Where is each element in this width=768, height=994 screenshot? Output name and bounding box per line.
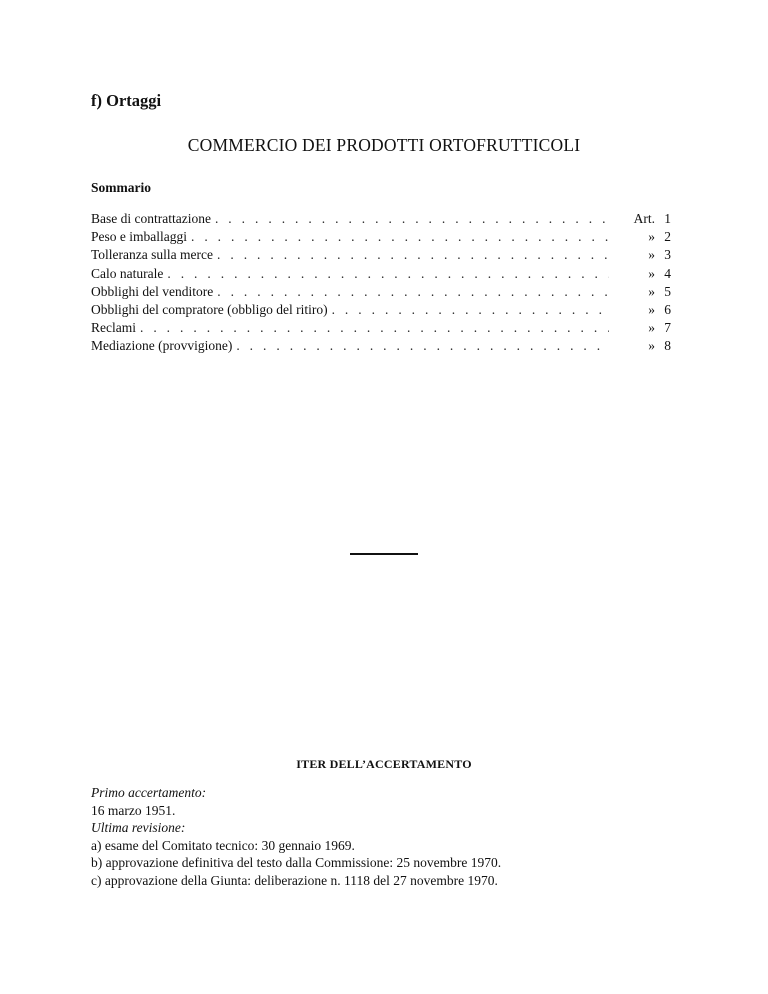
toc-entry-label: Calo naturale	[91, 265, 164, 281]
toc-dot-leader	[332, 301, 609, 319]
iter-details	[91, 784, 501, 889]
toc-entry-label: Mediazione (provvigione)	[91, 338, 233, 354]
iter-title: ITER DELL’ACCERTAMENTO	[296, 757, 472, 771]
toc-article-ref: »	[648, 301, 655, 317]
toc-article-ref: »	[648, 247, 655, 263]
toc-row	[91, 337, 671, 355]
first-assessment-date: 16 marzo 1951.	[91, 802, 176, 818]
toc-row	[91, 265, 671, 283]
revision-step: c) approvazione della Giunta: deliberazione n. 1118 del 27 novembre 1970.	[91, 872, 498, 888]
toc-article-ref: »	[648, 320, 655, 336]
revision-step: a) esame del Comitato tecnico: 30 gennaio 1969.	[91, 837, 355, 853]
toc-article-number: 3	[664, 247, 671, 263]
toc-row	[91, 283, 671, 301]
toc-row	[91, 319, 671, 337]
toc-article-number: 4	[664, 265, 671, 281]
last-revision-label: Ultima revisione:	[91, 820, 186, 835]
toc-article-number: 2	[664, 229, 671, 245]
toc-dot-leader	[215, 210, 609, 228]
toc-article-ref: »	[648, 229, 655, 245]
toc-row	[91, 246, 671, 264]
toc-entry-label: Obblighi del compratore (obbligo del ritiro)	[91, 301, 328, 317]
toc-article-number: 7	[664, 320, 671, 336]
table-of-contents	[91, 210, 671, 356]
toc-entry-label: Obblighi del venditore	[91, 283, 214, 299]
toc-row	[91, 301, 671, 319]
toc-article-number: 5	[664, 283, 671, 299]
toc-article-number: 6	[664, 301, 671, 317]
toc-row	[91, 228, 671, 246]
toc-entry-label: Base di contrattazione	[91, 211, 211, 226]
toc-dot-leader	[140, 319, 609, 337]
toc-article-ref: Art.	[633, 211, 655, 226]
toc-article-number: 8	[664, 338, 671, 354]
toc-dot-leader	[217, 246, 609, 264]
page-title: COMMERCIO DEI PRODOTTI ORTOFRUTTICOLI	[187, 135, 581, 155]
toc-article-ref: »	[648, 283, 655, 299]
toc-dot-leader	[236, 337, 609, 355]
section-label: f) Ortaggi	[91, 91, 162, 110]
toc-article-ref: »	[648, 265, 655, 281]
toc-dot-leader	[167, 265, 609, 283]
toc-entry-label: Tolleranza sulla merce	[91, 247, 213, 263]
toc-row	[91, 210, 671, 228]
toc-dot-leader	[217, 283, 609, 301]
toc-entry-label: Peso e imballaggi	[91, 229, 187, 245]
first-assessment-label: Primo accertamento:	[91, 785, 207, 800]
summary-heading: Sommario	[91, 180, 151, 195]
revision-step: b) approvazione definitiva del testo dalla Commissione: 25 novembre 1970.	[91, 855, 502, 870]
divider-rule	[350, 553, 418, 555]
toc-entry-label: Reclami	[91, 320, 136, 336]
toc-dot-leader	[191, 228, 609, 246]
toc-article-ref: »	[648, 338, 655, 354]
toc-article-number: 1	[664, 211, 671, 226]
